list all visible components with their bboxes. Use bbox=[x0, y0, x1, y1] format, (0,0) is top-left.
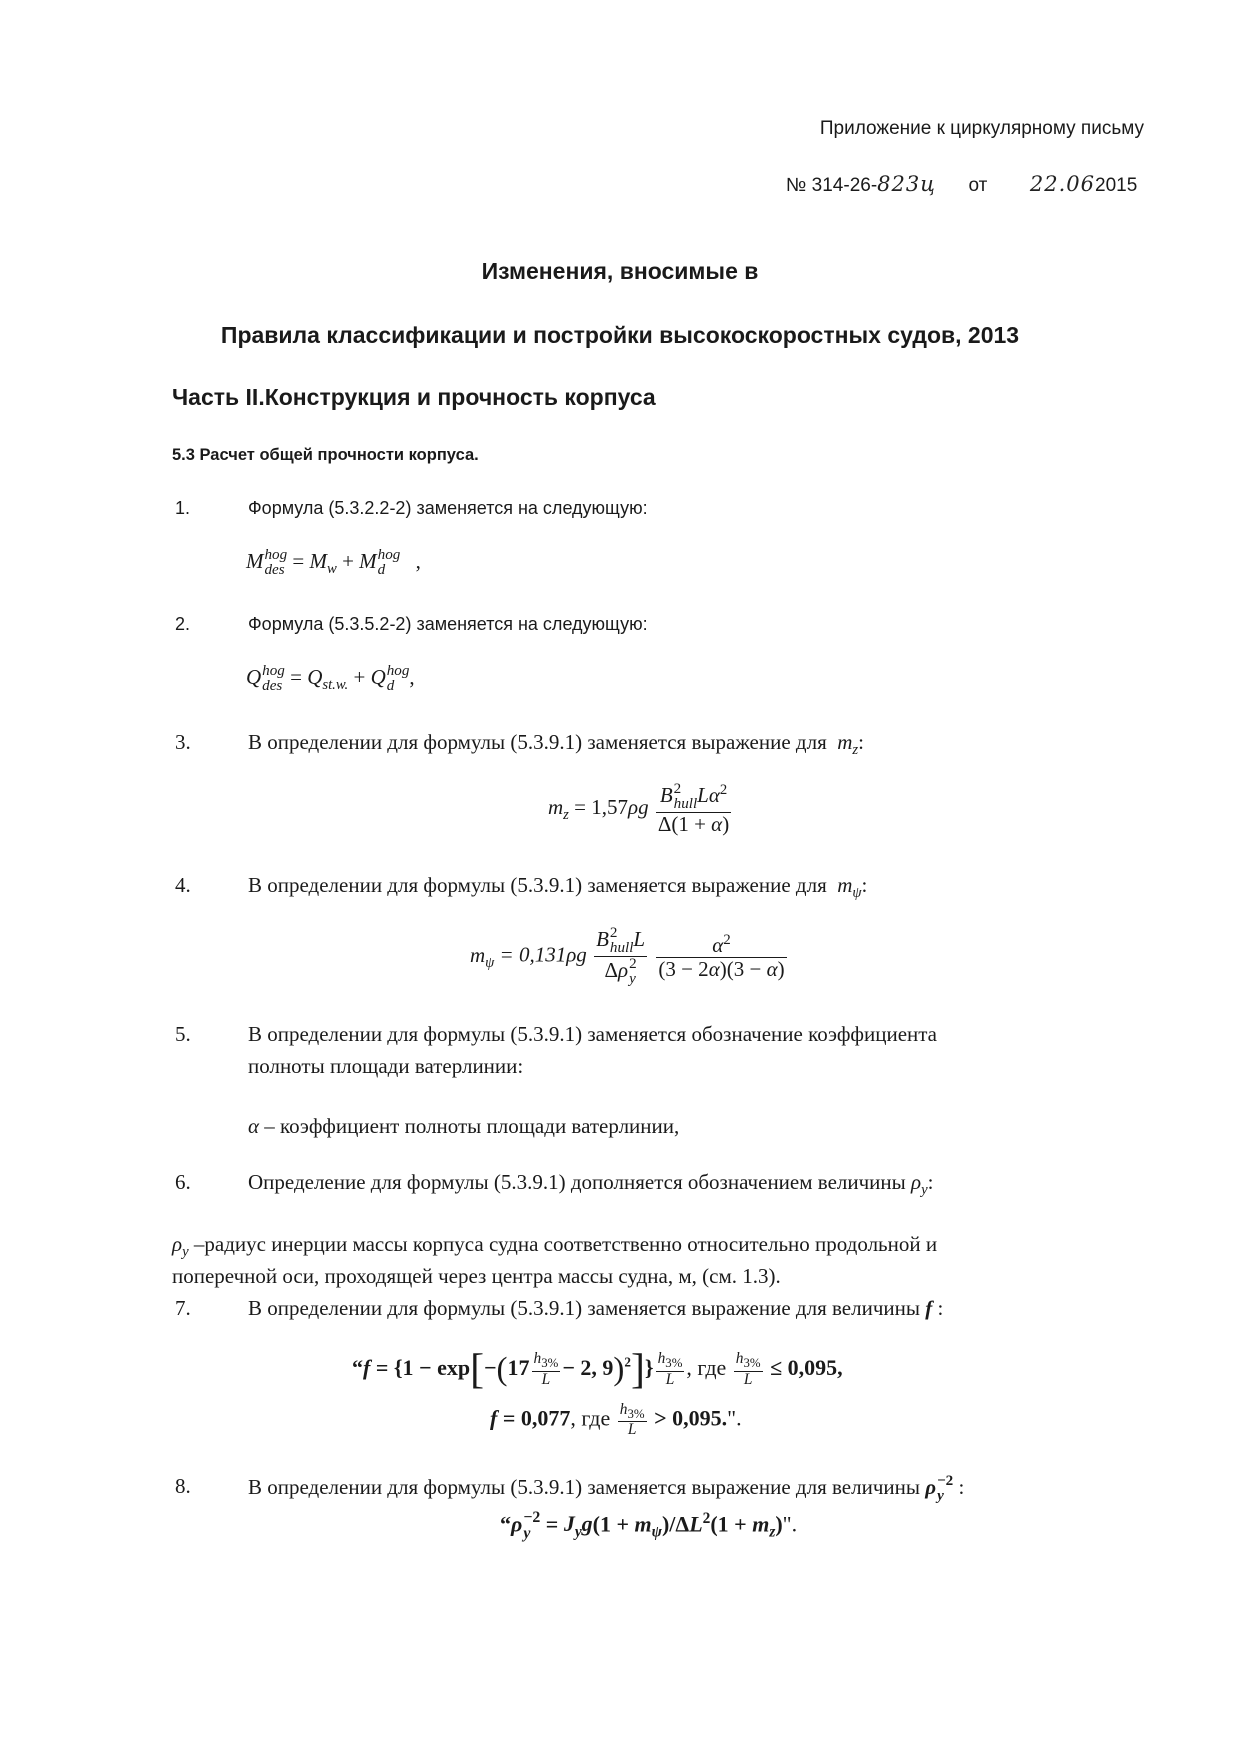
formula-7-line2: f = 0,077, где $\frac{h_{3\%}}{L}$ > 0,095.". bbox=[490, 1401, 742, 1439]
item7-text: В определении для формулы (5.3.9.1) заменяется выражение для величины bbox=[248, 1296, 920, 1320]
item6-definition-line2: поперечной оси, проходящей через центра массы судна, м, (см. 1.3). bbox=[172, 1264, 781, 1288]
item5-line2: полноты площади ватерлинии: bbox=[248, 1054, 524, 1078]
formula-7-line1: “f = {1 − exp[−(17 $\frac{h_{3\%}}{L}$ − 2, 9)$^2$]} $\frac{h_{3\%}}{L}$ , где $\frac{h_{3\%}}{L}$ ≤ 0,095, bbox=[352, 1347, 843, 1393]
formula-8: “ρ −2 y = $J_yg(1 + m_\psi)/\Delta L^2(1 + m_z)$". bbox=[500, 1509, 798, 1543]
item2-text: Формула (5.3.5.2-2) заменяется на следующую: bbox=[248, 614, 648, 634]
appendix-line: Приложение к циркулярному письму bbox=[819, 118, 1144, 139]
letter-number-prefix: № 314-26- bbox=[786, 175, 878, 196]
section-title: 5.3 Расчет общей прочности корпуса. bbox=[172, 446, 479, 464]
item8-text: В определении для формулы (5.3.9.1) заменяется выражение для величины bbox=[248, 1474, 920, 1499]
item6-text: Определение для формулы (5.3.9.1) дополняется обозначением величины bbox=[248, 1170, 906, 1194]
formula-1: M hog des = $M_w + M$ hog d , bbox=[246, 547, 421, 579]
formula-2-tail: , bbox=[409, 664, 415, 689]
formula-4-coef: = 0,131 bbox=[499, 942, 567, 967]
item3-line: В определении для формулы (5.3.9.1) заменяется выражение для $m_z$: bbox=[248, 730, 864, 759]
letter-date-handwritten: 22.06 bbox=[1029, 172, 1096, 196]
formula-1-tail: , bbox=[415, 548, 421, 573]
item7-number: 7. bbox=[175, 1296, 191, 1320]
item3-number: 3. bbox=[175, 730, 191, 754]
item6-number: 6. bbox=[175, 1170, 191, 1194]
item8-number: 8. bbox=[175, 1474, 191, 1498]
item1-text: Формула (5.3.2.2-2) заменяется на следующую: bbox=[248, 498, 648, 518]
formula-3: $m_z = 1,57\rho g$ B 2 hull $L\alpha^2$ Δ(1 + α) bbox=[548, 781, 730, 837]
item7-line: В определении для формулы (5.3.9.1) заменяется выражение для величины f : bbox=[248, 1296, 944, 1320]
item2-number: 2. bbox=[175, 614, 191, 634]
item4-text: В определении для формулы (5.3.9.1) заменяется выражение для bbox=[248, 873, 827, 897]
formula-2: Q hog des = $Q_{st.w.} + Q$ hog d , bbox=[246, 663, 415, 695]
letter-date-year: 2015 bbox=[1095, 175, 1138, 196]
formula-8-tail: ". bbox=[782, 1511, 798, 1537]
letter-number-line bbox=[786, 172, 1137, 197]
formula-7-end: ". bbox=[727, 1405, 742, 1431]
item1-number: 1. bbox=[175, 498, 191, 518]
item6-definition-text1: –радиус инерции массы корпуса судна соответственно относительно продольной и bbox=[193, 1232, 938, 1256]
item5-definition-text: – коэффициент полноты площади ватерлинии, bbox=[264, 1114, 680, 1138]
formula-4: $m_\psi = 0,131\rho g$ B 2 hull L Δρ 2 y $\frac{\alpha^2}{(3 - 2\alpha)(3 - \alpha)}$ bbox=[470, 925, 785, 988]
formula-7-le: ≤ 0,095, bbox=[770, 1355, 843, 1381]
item6-line: Определение для формулы (5.3.9.1) дополняется обозначением величины $\rho_y$: bbox=[248, 1170, 934, 1199]
formula-7-line2-value: = 0,077 bbox=[502, 1405, 571, 1431]
formula-7-gt: > 0,095. bbox=[654, 1405, 728, 1431]
item5-number: 5. bbox=[175, 1022, 191, 1046]
title-line2: Правила классификации и постройки высокоскоростных судов, 2013 bbox=[220, 322, 1020, 348]
item8-line: В определении для формулы (5.3.9.1) заменяется выражение для величины ρ −2 y : bbox=[248, 1473, 965, 1505]
formula-3-coef: = 1,57 bbox=[574, 795, 628, 820]
item3-text: В определении для формулы (5.3.9.1) заменяется выражение для bbox=[248, 730, 827, 754]
item6-definition-line1: $\rho_y$ –радиус инерции массы корпуса судна соответственно относительно продольной и bbox=[172, 1232, 938, 1261]
part-title: Часть II.Конструкция и прочность корпуса bbox=[172, 384, 656, 410]
title-line1: Изменения, вносимые в bbox=[481, 258, 759, 284]
item5-definition: α – коэффициент полноты площади ватерлинии, bbox=[248, 1114, 680, 1138]
item5-line1: В определении для формулы (5.3.9.1) заменяется обозначение коэффициента bbox=[248, 1022, 938, 1046]
item4-number: 4. bbox=[175, 873, 191, 897]
letter-from-word: от bbox=[968, 175, 988, 196]
item4-line: В определении для формулы (5.3.9.1) заменяется выражение для $m_\psi$: bbox=[248, 873, 868, 902]
formula-7-where: , где bbox=[686, 1355, 727, 1381]
letter-number-handwritten: 823ц bbox=[877, 172, 936, 196]
